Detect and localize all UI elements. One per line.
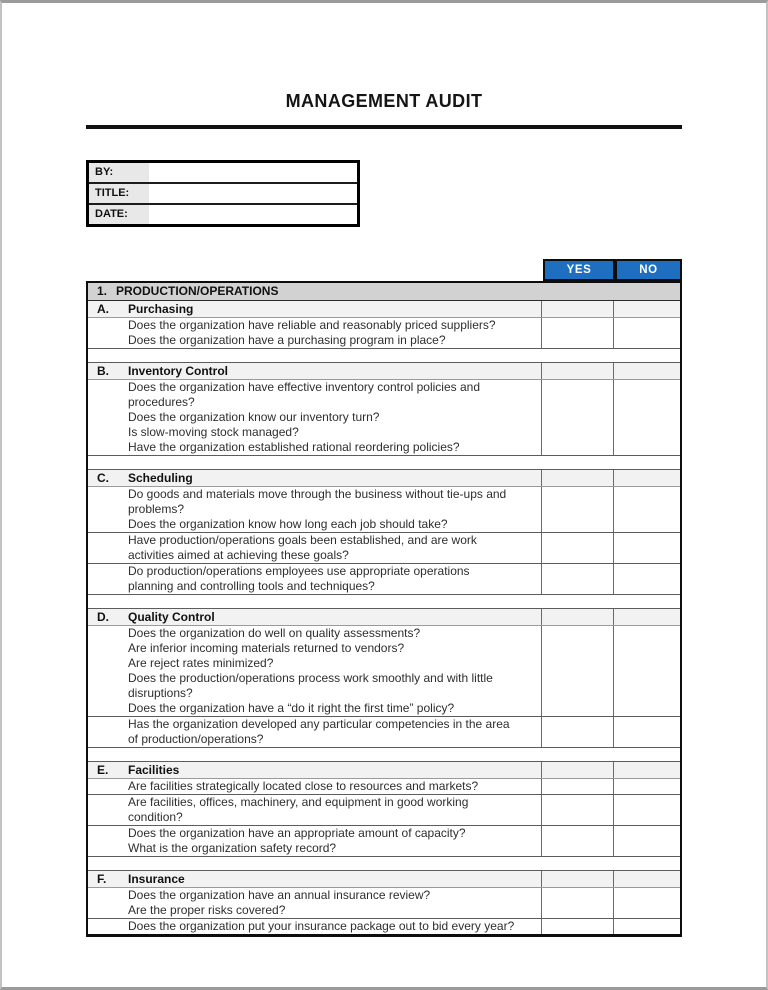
- question-cell: [88, 779, 541, 794]
- title-label: TITLE:: [89, 184, 149, 203]
- no-answer-cell[interactable]: [613, 826, 680, 856]
- yes-answer-cell[interactable]: [541, 318, 613, 348]
- subsection-header-row: [88, 363, 680, 380]
- info-row-by: [89, 163, 357, 182]
- no-cell: [613, 609, 680, 625]
- question-text: Does the organization have an appropriate amount of capacity?: [128, 826, 466, 840]
- section-spacer: [88, 455, 680, 470]
- checklist-body: [86, 281, 682, 937]
- yes-answer-cell[interactable]: [541, 626, 613, 716]
- subsection-header-row: [88, 871, 680, 888]
- question-cell: [88, 533, 541, 563]
- question-row: [88, 487, 680, 532]
- no-column-header: NO: [615, 259, 682, 281]
- subsection-header-row: [88, 762, 680, 779]
- yes-answer-cell[interactable]: [541, 919, 613, 934]
- no-answer-cell[interactable]: [613, 888, 680, 918]
- subsection-title: Insurance: [128, 872, 185, 886]
- yes-column-header: YES: [543, 259, 615, 281]
- subsection-letter: F.: [97, 872, 107, 886]
- question-row: [88, 626, 680, 716]
- question-text: Does the organization put your insurance package out to bid every year?: [128, 919, 515, 933]
- question-text: Do production/operations employees use appropriate operations planning and controlling tools and techniques?: [128, 564, 470, 593]
- subsection-title: Quality Control: [128, 610, 215, 624]
- subsection-title: Purchasing: [128, 302, 194, 316]
- no-answer-cell[interactable]: [613, 533, 680, 563]
- subsection-header-row: [88, 470, 680, 487]
- subsection-letter: E.: [97, 763, 109, 777]
- subsection-letter: B.: [97, 364, 109, 378]
- subsection-title: Facilities: [128, 763, 180, 777]
- question-text: Are facilities strategically located close to resources and markets?: [128, 779, 479, 793]
- yes-cell: [541, 470, 613, 486]
- yes-answer-cell[interactable]: [541, 888, 613, 918]
- yes-answer-cell[interactable]: [541, 380, 613, 455]
- no-answer-cell[interactable]: [613, 795, 680, 825]
- question-cell: [88, 380, 541, 455]
- yes-answer-cell[interactable]: [541, 826, 613, 856]
- section-title: PRODUCTION/OPERATIONS: [116, 284, 279, 298]
- yes-answer-cell[interactable]: [541, 795, 613, 825]
- question-text: Does the organization have reliable and reasonably priced suppliers?: [128, 318, 496, 332]
- yes-answer-cell[interactable]: [541, 564, 613, 594]
- title-value-field[interactable]: [149, 184, 357, 203]
- question-text: Are the proper risks covered?: [128, 903, 286, 917]
- no-answer-cell[interactable]: [613, 717, 680, 747]
- section-number: 1.: [97, 284, 108, 298]
- question-cell: [88, 626, 541, 716]
- yes-cell: [541, 363, 613, 379]
- date-label: DATE:: [89, 205, 149, 224]
- question-text: Does the organization know how long each job should take?: [128, 517, 448, 531]
- yes-answer-cell[interactable]: [541, 717, 613, 747]
- question-text: Does the organization have an annual insurance review?: [128, 888, 431, 902]
- question-row: [88, 318, 680, 348]
- question-text: Does the organization have effective inventory control policies and procedures?: [128, 380, 480, 409]
- info-row-date: [89, 203, 357, 224]
- subsection-letter: D.: [97, 610, 109, 624]
- checklist-table: [86, 259, 682, 937]
- info-table: [86, 160, 360, 227]
- no-answer-cell[interactable]: [613, 919, 680, 934]
- question-text: Does the organization have a “do it right the first time” policy?: [128, 701, 455, 715]
- subsection-title: Inventory Control: [128, 364, 229, 378]
- yes-answer-cell[interactable]: [541, 779, 613, 794]
- question-row: [88, 380, 680, 455]
- question-cell: [88, 795, 541, 825]
- question-text: Has the organization developed any particular competencies in the area of production/operations?: [128, 717, 510, 746]
- question-row: [88, 888, 680, 918]
- no-cell: [613, 470, 680, 486]
- question-cell: [88, 487, 541, 532]
- question-text: Does the organization have a purchasing program in place?: [128, 333, 446, 347]
- question-text: Have the organization established rational reordering policies?: [128, 440, 460, 454]
- yes-cell: [541, 762, 613, 778]
- no-cell: [613, 301, 680, 317]
- no-cell: [613, 363, 680, 379]
- subsection-letter: A.: [97, 302, 109, 316]
- question-text: Are facilities, offices, machinery, and equipment in good working condition?: [128, 795, 469, 824]
- subsection-heading: [88, 871, 541, 887]
- subsection-header-row: [88, 301, 680, 318]
- subsection-heading: [88, 762, 541, 778]
- date-value-field[interactable]: [149, 205, 357, 224]
- question-cell: [88, 826, 541, 856]
- yes-no-header-row: [86, 259, 682, 281]
- section-spacer: [88, 747, 680, 762]
- page-content: [86, 3, 682, 937]
- question-text: Have production/operations goals been established, and are work activities aimed at achieving these goals?: [128, 533, 477, 562]
- subsection-heading: [88, 301, 541, 317]
- question-text: Does the organization do well on quality assessments?: [128, 626, 421, 640]
- yes-cell: [541, 301, 613, 317]
- question-text: Do goods and materials move through the business without tie-ups and problems?: [128, 487, 507, 516]
- question-row: [88, 716, 680, 747]
- question-row: [88, 794, 680, 825]
- question-row: [88, 918, 680, 934]
- subsection-header-row: [88, 609, 680, 626]
- info-row-title: [89, 182, 357, 203]
- yes-cell: [541, 871, 613, 887]
- question-text: Does the organization know our inventory turn?: [128, 410, 380, 424]
- header-gap: [86, 259, 543, 281]
- no-answer-cell[interactable]: [613, 626, 680, 716]
- no-answer-cell[interactable]: [613, 564, 680, 594]
- by-label: BY:: [89, 163, 149, 182]
- question-cell: [88, 318, 541, 348]
- section-spacer: [88, 594, 680, 609]
- no-answer-cell[interactable]: [613, 487, 680, 532]
- no-cell: [613, 871, 680, 887]
- question-text: Is slow-moving stock managed?: [128, 425, 299, 439]
- question-text: Does the production/operations process work smoothly and with little disruptions?: [128, 671, 493, 700]
- no-answer-cell[interactable]: [613, 380, 680, 455]
- subsection-letter: C.: [97, 471, 109, 485]
- question-text: Are reject rates minimized?: [128, 656, 274, 670]
- question-cell: [88, 564, 541, 594]
- question-cell: [88, 717, 541, 747]
- yes-answer-cell[interactable]: [541, 487, 613, 532]
- page-title: MANAGEMENT AUDIT: [285, 91, 483, 111]
- subsection-heading: [88, 363, 541, 379]
- question-row: [88, 825, 680, 856]
- question-row: [88, 532, 680, 563]
- question-cell: [88, 919, 541, 934]
- yes-answer-cell[interactable]: [541, 533, 613, 563]
- subsection-heading: [88, 470, 541, 486]
- no-cell: [613, 762, 680, 778]
- subsection-title: Scheduling: [128, 471, 193, 485]
- no-answer-cell[interactable]: [613, 318, 680, 348]
- section-header-bar: [88, 283, 680, 301]
- no-answer-cell[interactable]: [613, 779, 680, 794]
- section-spacer: [88, 348, 680, 363]
- question-text: Are inferior incoming materials returned to vendors?: [128, 641, 405, 655]
- question-row: [88, 779, 680, 794]
- section-spacer: [88, 856, 680, 871]
- by-value-field[interactable]: [149, 163, 357, 182]
- question-cell: [88, 888, 541, 918]
- subsection-heading: [88, 609, 541, 625]
- question-text: What is the organization safety record?: [128, 841, 337, 855]
- yes-cell: [541, 609, 613, 625]
- title-rule: [86, 125, 682, 129]
- question-row: [88, 563, 680, 594]
